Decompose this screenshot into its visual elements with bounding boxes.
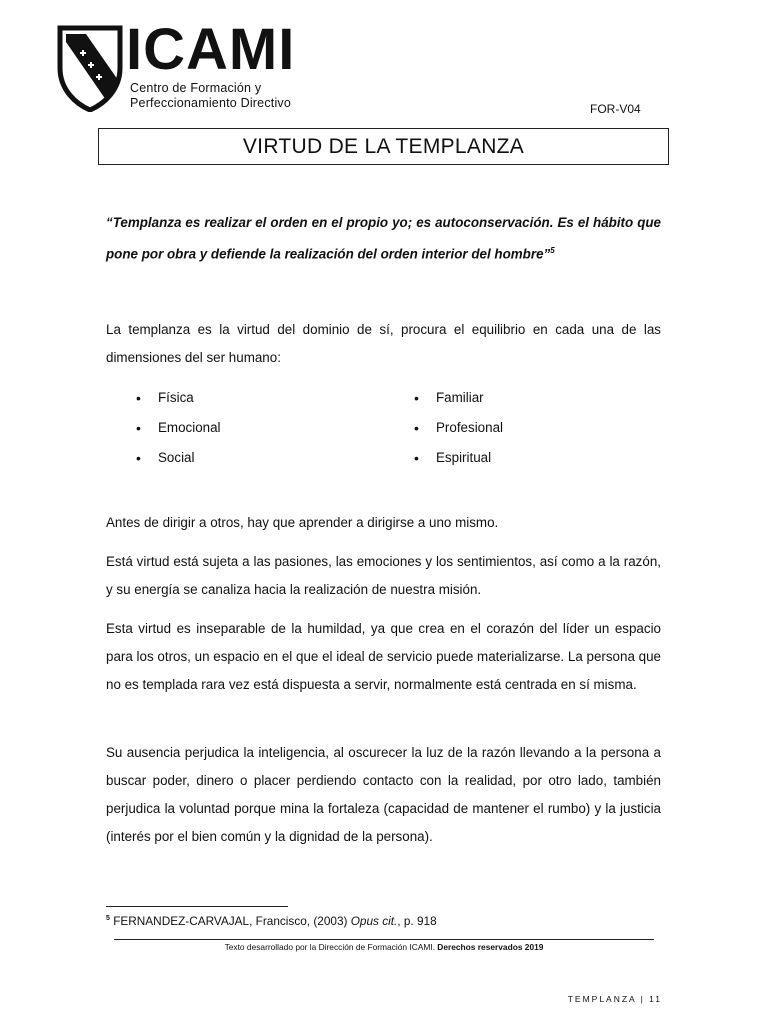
logo-subtitle-1: Centro de Formación y xyxy=(130,81,262,95)
footer-rights: Derechos reservados 2019 xyxy=(437,942,544,952)
icami-logo xyxy=(56,17,326,116)
shield-crest-icon xyxy=(56,24,124,112)
footer-credits-text: Texto desarrollado por la Dirección de Formación ICAMI. xyxy=(224,942,438,952)
list-item: • Profesional xyxy=(414,417,503,447)
footnote-number: 5 xyxy=(106,915,110,923)
footnote-page: , p. 918 xyxy=(397,914,437,928)
paragraph-humility: Esta virtud es inseparable de la humildad, ya que crea en el corazón del líder un espacio para los otros, un espacio en el que el ideal de servicio puede materializarse. La persona que no es templada rara vez está dispuesta a servir, normalmente está centrada en sí misma. xyxy=(106,621,661,692)
list-item: • Física xyxy=(136,387,221,417)
paragraph-absence: Su ausencia perjudica la inteligencia, al oscurecer la luz de la razón llevando a la persona a buscar poder, dinero o placer perdiendo contacto con la realidad, por otro lado, también perjudica la voluntad porque mina la fortaleza (capacidad de mantener el rumbo) y la justicia (interés por el bien común y la dignidad de la persona). xyxy=(106,745,661,844)
paragraph-passions: Está virtud está sujeta a las pasiones, las emociones y los sentimientos, así como a la razón, y su energía se canaliza hacia la realización de nuestra misión. xyxy=(106,554,661,597)
document-code: FOR-V04 xyxy=(590,102,641,116)
page-number-label: TEMPLANZA | 11 xyxy=(567,994,662,1004)
opening-quote xyxy=(106,209,661,268)
footnote-divider xyxy=(106,906,288,907)
list-item: • Espiritual xyxy=(414,447,503,477)
logo-subtitle-2: Perfeccionamiento Directivo xyxy=(130,96,292,110)
dimensions-list-left xyxy=(136,387,221,477)
list-item: • Emocional xyxy=(136,417,221,447)
dimensions-list-right xyxy=(414,387,503,477)
footnote xyxy=(106,914,437,928)
footnote-author: FERNANDEZ-CARVAJAL, Francisco, (2003) xyxy=(113,914,351,928)
list-item: • Familiar xyxy=(414,387,503,417)
quote-footnote-ref: 5 xyxy=(550,246,555,255)
footer-divider xyxy=(114,939,654,940)
quote-text: “Templanza es realizar el orden en el propio yo; es autoconservación. Es el hábito que pone por obra y defiende la realización del orden interior del hombre” xyxy=(106,215,661,262)
logo-name: ICAMI xyxy=(126,17,296,82)
paragraph-lead-self: Antes de dirigir a otros, hay que aprender a dirigirse a uno mismo. xyxy=(106,515,499,530)
list-item: • Social xyxy=(136,447,221,477)
footer-credits xyxy=(114,942,654,952)
page-title: VIRTUD DE LA TEMPLANZA xyxy=(98,128,669,165)
paragraph-intro: La templanza es la virtud del dominio de sí, procura el equilibrio en cada una de las dimensiones del ser humano: xyxy=(106,322,661,365)
footnote-work: Opus cit. xyxy=(350,914,398,928)
